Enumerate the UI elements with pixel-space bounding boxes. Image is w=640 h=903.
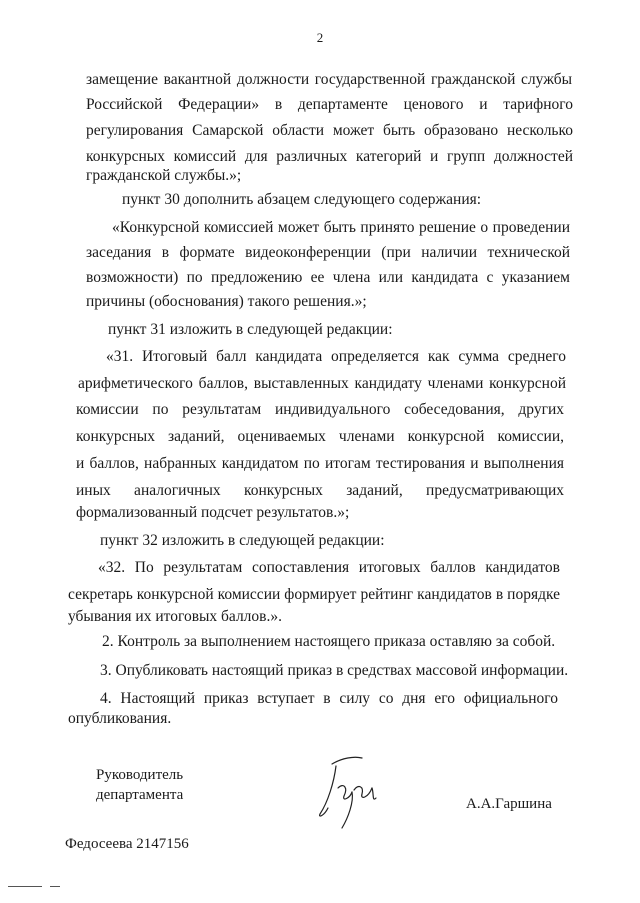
page-number: 2 [316,30,324,45]
text-line: убывания их итоговых баллов.». [68,608,282,625]
text-line: конкурсных комиссий для различных категорий и групп должностей [86,148,573,165]
text-line: «32. По результатам сопоставления итоговых баллов кандидатов [98,559,560,576]
text-line: и баллов, набранных кандидатом по итогам тестирования и выполнения [76,455,564,472]
text-line: арифметического баллов, выставленных кандидату членами конкурсной [78,375,566,392]
text-line: секретарь конкурсной комиссии формирует рейтинг кандидатов в порядке [68,586,560,603]
handwritten-signature [314,752,384,832]
text-line: конкурсных заданий, оцениваемых членами конкурсной комиссии, [76,428,564,445]
text-line: заседания в формате видеоконференции (при наличии технической [86,244,570,261]
text-line: пункт 31 изложить в следующей редакции: [108,321,393,338]
text-line: пункт 30 дополнить абзацем следующего содержания: [122,191,482,208]
text-line: 2. Контроль за выполнением настоящего приказа оставляю за собой. [102,633,556,650]
text-line: замещение вакантной должности государственной гражданской службы [86,71,572,88]
text-line: опубликования. [68,710,172,727]
executor-info: Федосеева 2147156 [65,836,189,852]
text-line: пункт 32 изложить в следующей редакции: [100,532,385,549]
signer-title-line2: департамента [96,787,184,803]
text-line: регулирования Самарской области может быть образовано несколько [86,122,573,139]
scan-artifact-line [50,886,60,887]
text-line: причины (обоснования) такого решения.»; [86,293,367,310]
text-line: возможности) по предложению ее члена или кандидата с указанием [86,269,570,286]
scan-artifact-line [8,886,42,887]
signer-title-line1: Руководитель [96,767,184,783]
text-line: «31. Итоговый балл кандидата определяется как сумма среднего [106,348,566,365]
text-line: комиссии по результатам индивидуального собеседования, других [76,401,564,418]
text-line: 3. Опубликовать настоящий приказ в средствах массовой информации. [100,662,569,679]
text-line: иных аналогичных конкурсных заданий, предусматривающих [76,482,564,499]
text-line: Российской Федерации» в департаменте ценового и тарифного [86,96,573,113]
text-line: формализованный подсчет результатов.»; [76,504,350,521]
text-line: «Конкурсной комиссией может быть принято решение о проведении [112,219,570,236]
signer-name: А.А.Гаршина [466,796,552,812]
text-line: 4. Настоящий приказ вступает в силу со дня его официального [100,690,558,707]
text-line: гражданской службы.»; [86,167,242,184]
